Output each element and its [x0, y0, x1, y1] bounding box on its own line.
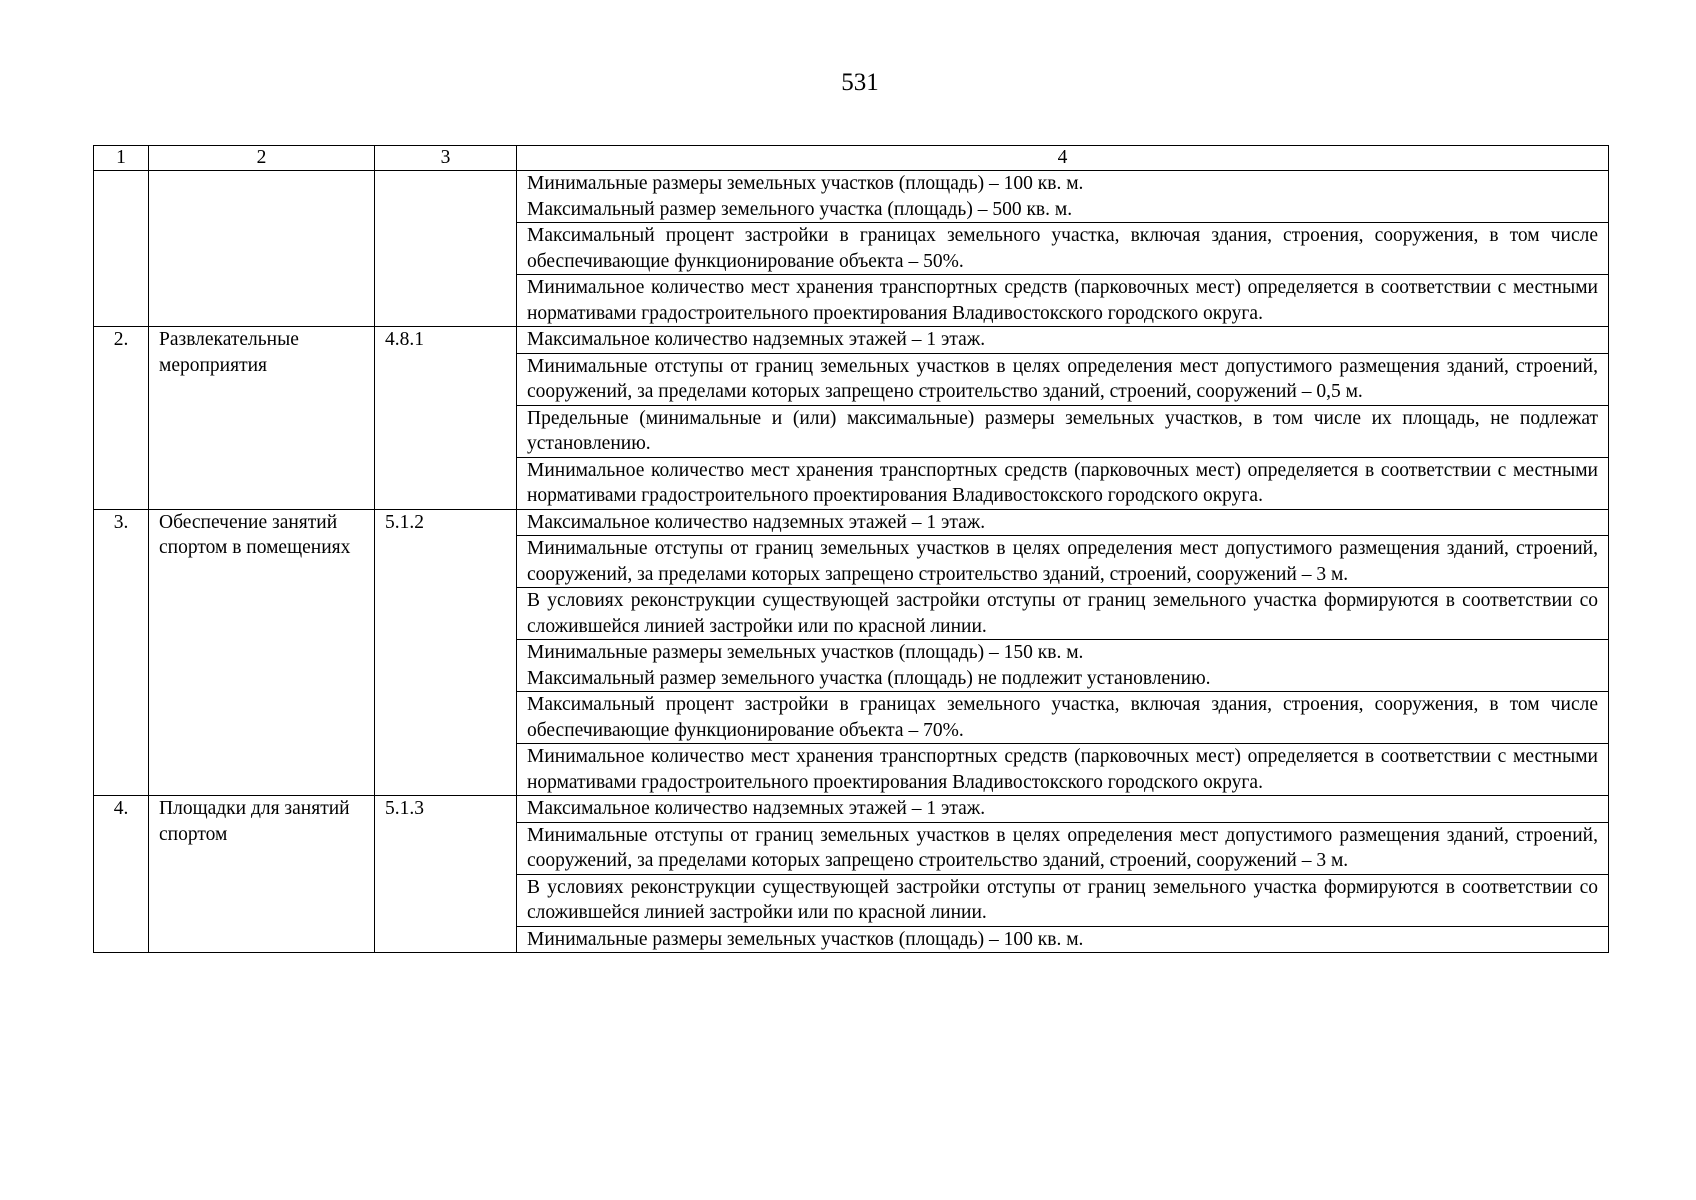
parameter-cell	[517, 457, 1609, 509]
use-type-name: Площадки для занятий спортом	[149, 796, 375, 953]
parameter-cell	[517, 536, 1609, 588]
parameter-cell	[517, 223, 1609, 275]
parameter-cell	[517, 926, 1609, 953]
parameter-text: Максимальный размер земельного участка (площадь) – 500 кв. м.	[527, 198, 1073, 220]
parameter-text: Минимальное количество мест хранения транспортных средств (парковочных мест) определяется в соответствии с местными нормативами градостроительного проектирования Владивостокского городского округа.	[527, 746, 1598, 793]
row-number: 2.	[94, 327, 149, 510]
use-type-name	[149, 171, 375, 327]
table-row	[94, 509, 1609, 536]
table-row	[94, 171, 1609, 223]
parameter-cell	[517, 640, 1609, 692]
parameter-text: Минимальные размеры земельных участков (площадь) – 150 кв. м.	[527, 642, 1084, 663]
parameter-text: Минимальные размеры земельных участков (площадь) – 100 кв. м.	[527, 928, 1084, 950]
row-number: 3.	[94, 509, 149, 796]
row-number: 4.	[94, 796, 149, 953]
use-type-name: Обеспечение занятий спортом в помещениях	[149, 509, 375, 796]
use-type-code: 5.1.3	[375, 796, 517, 953]
use-type-code	[375, 171, 517, 327]
parameter-text: Минимальное количество мест хранения транспортных средств (парковочных мест) определяется в соответствии с местными нормативами градостроительного проектирования Владивостокского городского округа.	[527, 277, 1598, 324]
parameter-cell	[517, 509, 1609, 536]
parameter-text: Максимальное количество надземных этажей – 1 этаж.	[527, 329, 986, 350]
table-header-row	[94, 146, 1609, 171]
column-header-4: 4	[517, 146, 1609, 171]
parameter-cell	[517, 692, 1609, 744]
use-type-name: Развлекательные мероприятия	[149, 327, 375, 510]
table-row	[94, 796, 1609, 823]
parameter-text: Минимальное количество мест хранения транспортных средств (парковочных мест) определяется в соответствии с местными нормативами градостроительного проектирования Владивостокского городского округа.	[527, 459, 1598, 506]
table-row	[94, 327, 1609, 354]
use-type-code: 5.1.2	[375, 509, 517, 796]
parameter-cell	[517, 275, 1609, 327]
parameter-text: В условиях реконструкции существующей застройки отступы от границ земельного участка формируются в соответствии со сложившейся линией застройки или по красной линии.	[527, 876, 1598, 923]
parameter-cell	[517, 822, 1609, 874]
parameter-text: Минимальные отступы от границ земельных участков в целях определения мест допустимого размещения зданий, строений, сооружений, за пределами которых запрещено строительство зданий, строений, сооружений – 3 м.	[527, 538, 1598, 585]
parameter-text: В условиях реконструкции существующей застройки отступы от границ земельного участка формируются в соответствии со сложившейся линией застройки или по красной линии.	[527, 590, 1598, 637]
parameter-text: Максимальный процент застройки в границах земельного участка, включая здания, строения, сооружения, в том числе обеспечивающие функционирование объекта – 50%.	[527, 225, 1598, 272]
parameter-text: Минимальные отступы от границ земельных участков в целях определения мест допустимого размещения зданий, строений, сооружений, за пределами которых запрещено строительство зданий, строений, сооружений – 0,5 м.	[527, 355, 1598, 402]
column-header-1: 1	[94, 146, 149, 171]
parameter-text: Максимальное количество надземных этажей – 1 этаж.	[527, 511, 986, 533]
parameter-cell	[517, 405, 1609, 457]
parameter-cell	[517, 588, 1609, 640]
use-type-code: 4.8.1	[375, 327, 517, 510]
parameter-cell	[517, 874, 1609, 926]
column-header-2: 2	[149, 146, 375, 171]
parameter-cell	[517, 744, 1609, 796]
parameter-text: Предельные (минимальные и (или) максимальные) размеры земельных участков, в том числе их площадь, не подлежат установлению.	[527, 407, 1598, 454]
parameter-cell	[517, 171, 1609, 223]
page-number: 531	[841, 69, 879, 96]
parameter-cell	[517, 353, 1609, 405]
parameter-text: Минимальные отступы от границ земельных участков в целях определения мест допустимого размещения зданий, строений, сооружений, за пределами которых запрещено строительство зданий, строений, сооружений – 3 м.	[527, 824, 1598, 871]
parameter-text: Минимальные размеры земельных участков (площадь) – 100 кв. м.	[527, 173, 1084, 194]
parameter-text: Максимальное количество надземных этажей – 1 этаж.	[527, 798, 986, 819]
parameter-cell	[517, 327, 1609, 354]
parameter-cell	[517, 796, 1609, 823]
regulations-table	[93, 145, 1609, 953]
row-number	[94, 171, 149, 327]
parameter-text: Максимальный процент застройки в границах земельного участка, включая здания, строения, сооружения, в том числе обеспечивающие функционирование объекта – 70%.	[527, 694, 1598, 741]
column-header-3: 3	[375, 146, 517, 171]
parameter-text: Максимальный размер земельного участка (площадь) не подлежит установлению.	[527, 667, 1211, 689]
